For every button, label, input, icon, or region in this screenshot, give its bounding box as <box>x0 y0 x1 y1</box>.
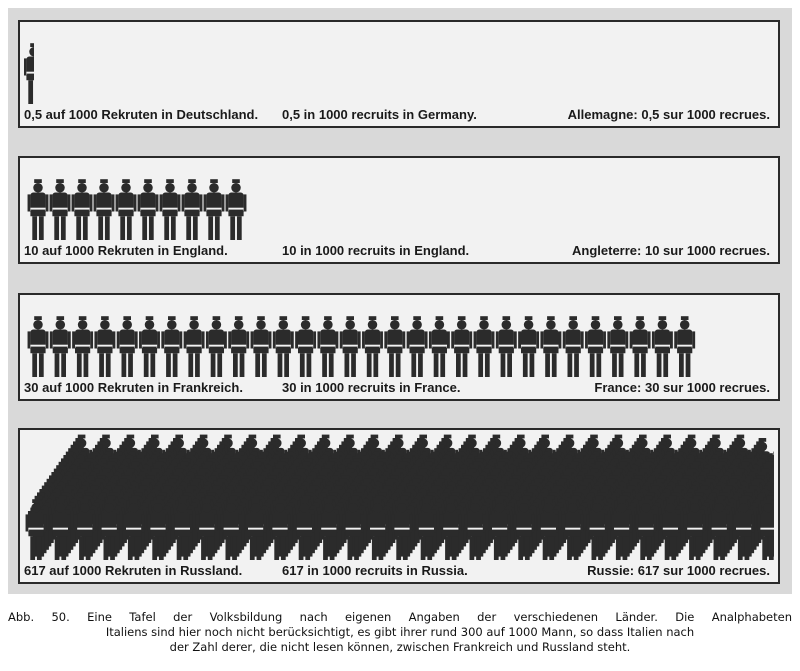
label-fr-england: Angleterre: 10 sur 1000 recrues. <box>572 243 770 258</box>
label-en-germany: 0,5 in 1000 recruits in Germany. <box>282 107 477 122</box>
label-row-france <box>20 379 778 397</box>
soldiers-england <box>24 162 774 242</box>
soldier-figure-france <box>206 316 227 377</box>
panel-germany <box>18 20 780 128</box>
label-de-france: 30 auf 1000 Rekruten in Frankreich. <box>24 380 243 395</box>
soldier-figure-france <box>340 316 361 377</box>
soldier-figure-france <box>540 316 561 377</box>
soldier-figure-england <box>116 179 137 240</box>
soldier-figure-france <box>317 316 338 377</box>
soldier-figure-france <box>273 316 294 377</box>
soldier-figure-france <box>652 316 673 377</box>
caption-line-3: der Zahl derer, die nicht lesen können, zwischen Frankreich und Russland steht. <box>169 640 631 654</box>
panel-france <box>18 293 780 401</box>
soldier-figure-england <box>204 179 225 240</box>
label-en-france: 30 in 1000 recruits in France. <box>282 380 461 395</box>
soldier-figure-england <box>50 179 71 240</box>
soldier-figure-france <box>630 316 651 377</box>
soldier-figure-england <box>160 179 181 240</box>
soldier-figure-england <box>28 179 49 240</box>
soldier-figure-france <box>161 316 182 377</box>
figure-field-russia <box>24 434 774 562</box>
soldier-figure-england <box>72 179 93 240</box>
figure-field-france <box>24 299 774 379</box>
label-de-england: 10 auf 1000 Rekruten in England. <box>24 243 228 258</box>
soldier-figure-england <box>226 179 247 240</box>
soldier-figure-france <box>496 316 517 377</box>
caption-line-2: Italiens sind hier noch nicht berücksichtigt, es gibt ihrer rund 300 auf 1000 Mann, so dass Italien nach <box>105 625 695 639</box>
label-row-russia <box>20 562 778 580</box>
figure-field-germany <box>24 26 774 106</box>
soldier-figure-england <box>94 179 115 240</box>
soldier-half-figure <box>24 26 54 106</box>
soldier-figure-france <box>362 316 383 377</box>
soldier-figure-france <box>139 316 160 377</box>
label-en-russia: 617 in 1000 recruits in Russia. <box>282 563 468 578</box>
soldier-figure-france <box>384 316 405 377</box>
label-fr-france: France: 30 sur 1000 recrues. <box>594 380 770 395</box>
soldiers-germany <box>24 26 774 106</box>
soldier-figure-france <box>117 316 138 377</box>
figure-field-england <box>24 162 774 242</box>
soldier-figure-france <box>451 316 472 377</box>
soldier-figure-france <box>407 316 428 377</box>
label-fr-russia: Russie: 617 sur 1000 recrues. <box>587 563 770 578</box>
soldier-figure-france <box>184 316 205 377</box>
label-de-russia: 617 auf 1000 Rekruten in Russland. <box>24 563 243 578</box>
soldier-figure-france <box>474 316 495 377</box>
soldier-figure-france <box>72 316 93 377</box>
label-row-germany <box>20 106 778 124</box>
soldier-figure-france <box>251 316 272 377</box>
soldier-figure-france <box>295 316 316 377</box>
soldier-figure-england <box>138 179 159 240</box>
soldier-figure-france <box>94 316 115 377</box>
soldier-figure-france <box>518 316 539 377</box>
soldier-figure-france <box>585 316 606 377</box>
soldier-figure-france <box>607 316 628 377</box>
label-en-england: 10 in 1000 recruits in England. <box>282 243 470 258</box>
soldier-figure-france <box>28 316 49 377</box>
soldier-figure-france <box>563 316 584 377</box>
soldiers-russia <box>24 434 774 562</box>
soldier-figure-france <box>50 316 71 377</box>
label-de-germany: 0,5 auf 1000 Rekruten in Deutschland. <box>24 107 259 122</box>
illustration-plate <box>8 8 792 594</box>
panel-england <box>18 156 780 264</box>
soldier-figure-france <box>674 316 695 377</box>
label-fr-germany: Allemagne: 0,5 sur 1000 recrues. <box>567 107 770 122</box>
label-row-england <box>20 242 778 260</box>
soldier-figure-england <box>182 179 203 240</box>
caption-line-1: Abb. 50. Eine Tafel der Volksbildung nach eigenen Angaben der verschiedenen Länder. Die Analphabeten <box>8 610 792 624</box>
figure-caption <box>8 610 792 655</box>
soldiers-france <box>24 299 774 379</box>
panel-russia <box>18 428 780 584</box>
soldier-figure-france <box>429 316 450 377</box>
soldier-figure-france <box>228 316 249 377</box>
